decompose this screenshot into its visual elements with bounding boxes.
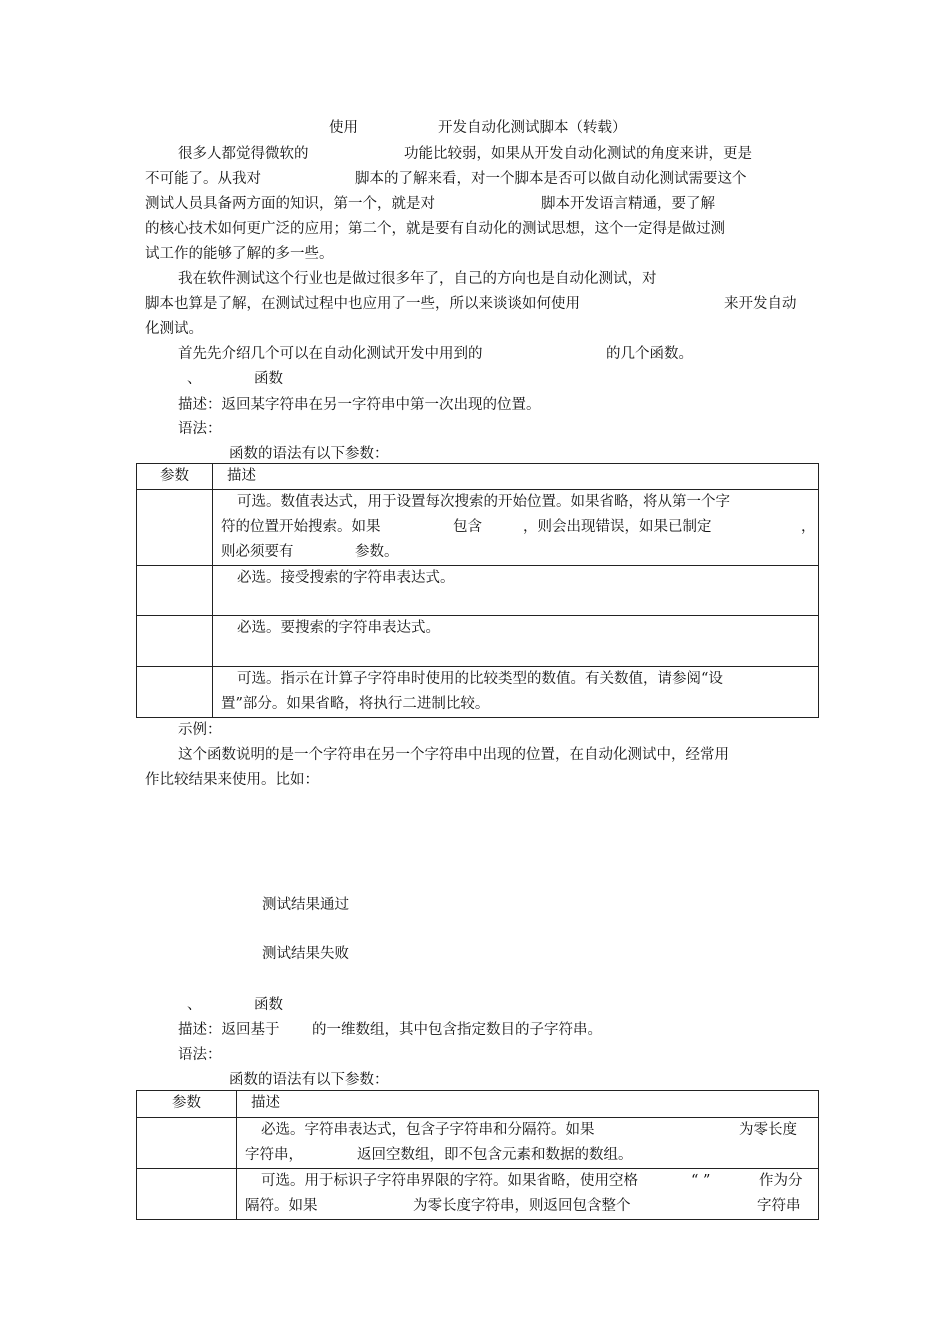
params-table-2	[136, 1090, 819, 1220]
intro-text: 功能比较弱，如果从开发自动化测试的角度来讲，更是	[404, 146, 752, 162]
syntax-label: 语法：	[178, 1047, 222, 1063]
param-desc-cell	[213, 490, 819, 566]
function-description: 的一维数组，其中包含指定数目的子字符串。	[312, 1022, 602, 1038]
table-header-param: 参数	[137, 464, 213, 490]
table-header-desc: 描述	[213, 464, 819, 490]
syntax-label: 语法：	[178, 421, 222, 437]
intro-text: 化测试。	[145, 321, 203, 337]
param-name-cell	[137, 566, 213, 616]
param-desc-cell	[213, 566, 819, 616]
intro-text: 不可能了。从我对	[145, 171, 261, 187]
params-intro: 函数的语法有以下参数：	[229, 1072, 389, 1088]
desc-line: 参数。	[355, 544, 399, 560]
intro-text: 脚本的了解来看，对一个脚本是否可以做自动化测试需要这个	[355, 171, 747, 187]
desc-line: 字符串，	[245, 1147, 303, 1163]
intro-text: 首先先介绍几个可以在自动化测试开发中用到的	[178, 346, 483, 362]
desc-line: 必选。字符串表达式，包含子字符串和分隔符。如果	[261, 1122, 595, 1138]
section-heading: 函数	[254, 997, 283, 1013]
params-table-1	[136, 463, 819, 718]
result-fail-text: 测试结果失败	[262, 946, 349, 962]
desc-line: 为零长度	[739, 1122, 797, 1138]
section-heading-separator: 、	[187, 371, 202, 387]
table-header-param: 参数	[137, 1091, 237, 1118]
intro-text: 很多人都觉得微软的	[178, 146, 309, 162]
intro-text: 我在软件测试这个行业也是做过很多年了，自己的方向也是自动化测试，对	[178, 271, 657, 287]
param-desc-cell	[213, 616, 819, 667]
param-name-cell	[137, 667, 213, 718]
param-name-cell	[137, 1118, 237, 1169]
desc-line: 置”部分。如果省略，将执行二进制比较。	[221, 696, 490, 712]
page-title-part1: 使用	[329, 120, 358, 136]
desc-line: 必选。要搜索的字符串表达式。	[237, 620, 440, 636]
params-intro: 函数的语法有以下参数：	[229, 446, 389, 462]
param-name-cell	[137, 1169, 237, 1220]
param-name-cell	[137, 490, 213, 566]
intro-text: 的几个函数。	[606, 346, 693, 362]
param-name-cell	[137, 616, 213, 667]
desc-line: “ ”	[691, 1173, 711, 1189]
table-header-desc: 描述	[237, 1091, 819, 1118]
desc-line: 为零长度字符串，则返回包含整个	[413, 1198, 631, 1214]
example-text: 作比较结果来使用。比如：	[145, 772, 319, 788]
param-desc-cell	[213, 667, 819, 718]
intro-text: 的核心技术如何更广泛的应用；第二个，就是要有自动化的测试思想，这个一定得是做过测	[145, 221, 725, 237]
desc-line: 包含	[453, 519, 482, 535]
desc-line: 则必须要有	[221, 544, 294, 560]
desc-line: 可选。用于标识子字符串界限的字符。如果省略，使用空格	[261, 1173, 638, 1189]
param-desc-cell	[237, 1118, 819, 1169]
section-heading-separator: 、	[187, 997, 202, 1013]
desc-line: 返回空数组，即不包含元素和数据的数组。	[357, 1147, 633, 1163]
desc-line: 可选。数值表达式，用于设置每次搜索的开始位置。如果省略，将从第一个字	[237, 494, 730, 510]
example-text: 这个函数说明的是一个字符串在另一个字符串中出现的位置，在自动化测试中，经常用	[178, 747, 729, 763]
desc-line: 符的位置开始搜索。如果	[221, 519, 381, 535]
intro-text: 来开发自动	[724, 296, 797, 312]
intro-text: 脚本也算是了解，在测试过程中也应用了一些，所以来谈谈如何使用	[145, 296, 580, 312]
desc-line: ，则会出现错误，如果已制定	[523, 519, 712, 535]
page-title-part2: 开发自动化测试脚本（转载）	[438, 120, 627, 136]
param-desc-cell	[237, 1169, 819, 1220]
intro-text: 测试人员具备两方面的知识，第一个，就是对	[145, 196, 435, 212]
desc-line: 作为分	[759, 1173, 803, 1189]
desc-line: ，	[801, 519, 816, 535]
intro-text: 试工作的能够了解的多一些。	[145, 246, 334, 262]
desc-line: 可选。指示在计算子字符串时使用的比较类型的数值。有关数值，请参阅“设	[237, 671, 723, 687]
desc-line: 必选。接受搜索的字符串表达式。	[237, 570, 455, 586]
section-heading: 函数	[254, 371, 283, 387]
desc-line: 隔符。如果	[245, 1198, 318, 1214]
function-description: 描述：返回某字符串在另一字符串中第一次出现的位置。	[178, 397, 541, 413]
desc-line: 字符串	[757, 1198, 801, 1214]
example-label: 示例：	[178, 722, 222, 738]
result-pass-text: 测试结果通过	[262, 897, 349, 913]
intro-text: 脚本开发语言精通，要了解	[541, 196, 715, 212]
function-description: 描述：返回基于	[178, 1022, 280, 1038]
